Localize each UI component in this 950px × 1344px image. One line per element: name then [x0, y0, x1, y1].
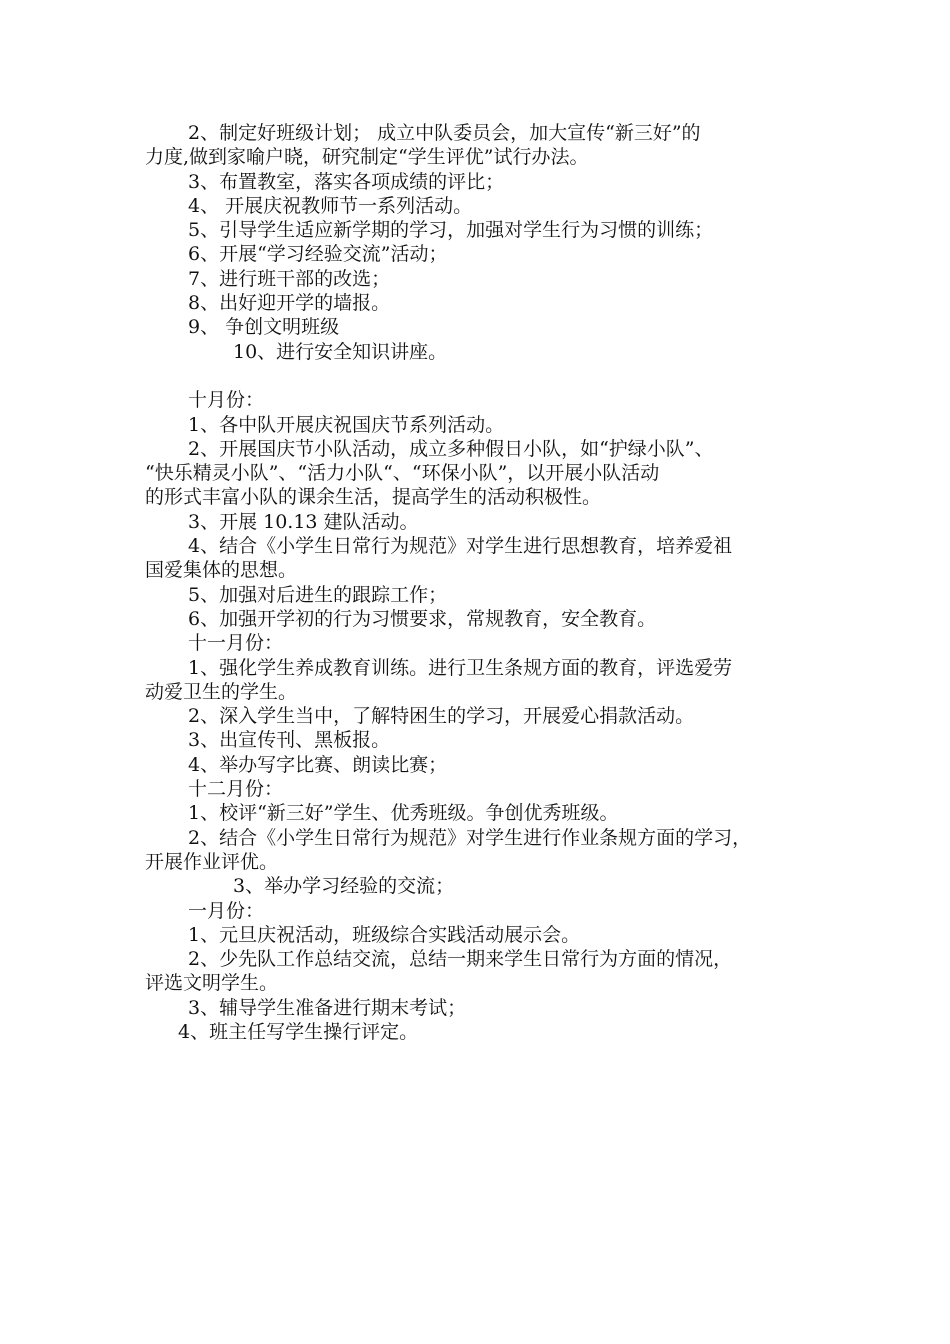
text-line: 1、各中队开展庆祝国庆节系列活动。	[188, 413, 505, 436]
text-line: 4、结合《小学生日常行为规范》对学生进行思想教育，培养爱祖	[188, 535, 733, 558]
document-body	[145, 121, 813, 1044]
text-line: 的形式丰富小队的课余生活，提高学生的活动积极性。	[145, 486, 602, 509]
text-line: 3、举办学习经验的交流；	[233, 875, 455, 898]
text-line: 3、辅导学生准备进行期末考试；	[188, 996, 467, 1019]
text-line: 1、校评“新三好”学生、优秀班级。争创优秀班级。	[188, 802, 619, 825]
text-line: 2、深入学生当中，了解特困生的学习，开展爱心捐款活动。	[188, 705, 695, 728]
text-line: 10、进行安全知识讲座。	[233, 340, 448, 363]
text-line: 2、结合《小学生日常行为规范》对学生进行作业条规方面的学习，	[188, 826, 752, 849]
text-line: 开展作业评优。	[145, 850, 279, 873]
text-line: 8、出好迎开学的墙报。	[188, 292, 391, 315]
text-line: 力度,做到家喻户晓，研究制定“学生评优”试行办法。	[145, 146, 589, 169]
text-line: 十月份：	[188, 389, 265, 412]
text-line: 十二月份：	[188, 778, 284, 801]
text-line: 2、制定好班级计划； 成立中队委员会，加大宣传“新三好”的	[188, 122, 701, 144]
text-line: 1、强化学生养成教育训练。进行卫生条规方面的教育，评选爱劳	[188, 656, 733, 679]
text-line: 3、布置教室，落实各项成绩的评比；	[188, 170, 505, 193]
text-line: “快乐精灵小队”、“活力小队“、“环保小队”，以开展小队活动	[145, 462, 660, 485]
text-line: 2、少先队工作总结交流，总结一期来学生日常行为方面的情况，	[188, 948, 733, 971]
text-line: 5、加强对后进生的跟踪工作；	[188, 583, 448, 606]
text-line: 3、开展 10.13 建队活动。	[188, 510, 419, 533]
text-line: 评选文明学生。	[145, 972, 279, 995]
text-line: 国爱集体的思想。	[145, 559, 298, 582]
text-line: 3、出宣传刊、黑板报。	[188, 729, 391, 752]
text-line: 7、进行班干部的改选；	[188, 267, 391, 290]
text-line: 9、 争创文明班级	[188, 316, 340, 339]
text-line: 4、举办写字比赛、朗读比赛；	[188, 753, 448, 776]
text-line: 6、开展“学习经验交流”活动；	[188, 243, 448, 266]
text-line: 5、引导学生适应新学期的学习，加强对学生行为习惯的训练；	[188, 219, 714, 242]
text-line: 一月份：	[188, 899, 265, 922]
text-line: 2、开展国庆节小队活动，成立多种假日小队，如“护绿小队”、	[188, 437, 714, 460]
text-line: 动爱卫生的学生。	[145, 680, 298, 703]
text-line: 十一月份：	[188, 632, 284, 655]
text-line: 4、 开展庆祝教师节一系列活动。	[188, 194, 473, 217]
text-line: 4、班主任写学生操行评定。	[178, 1020, 419, 1043]
text-line: 6、加强开学初的行为习惯要求，常规教育，安全教育。	[188, 607, 657, 630]
blank-line	[145, 364, 813, 388]
text-line: 1、元旦庆祝活动，班级综合实践活动展示会。	[188, 923, 581, 946]
